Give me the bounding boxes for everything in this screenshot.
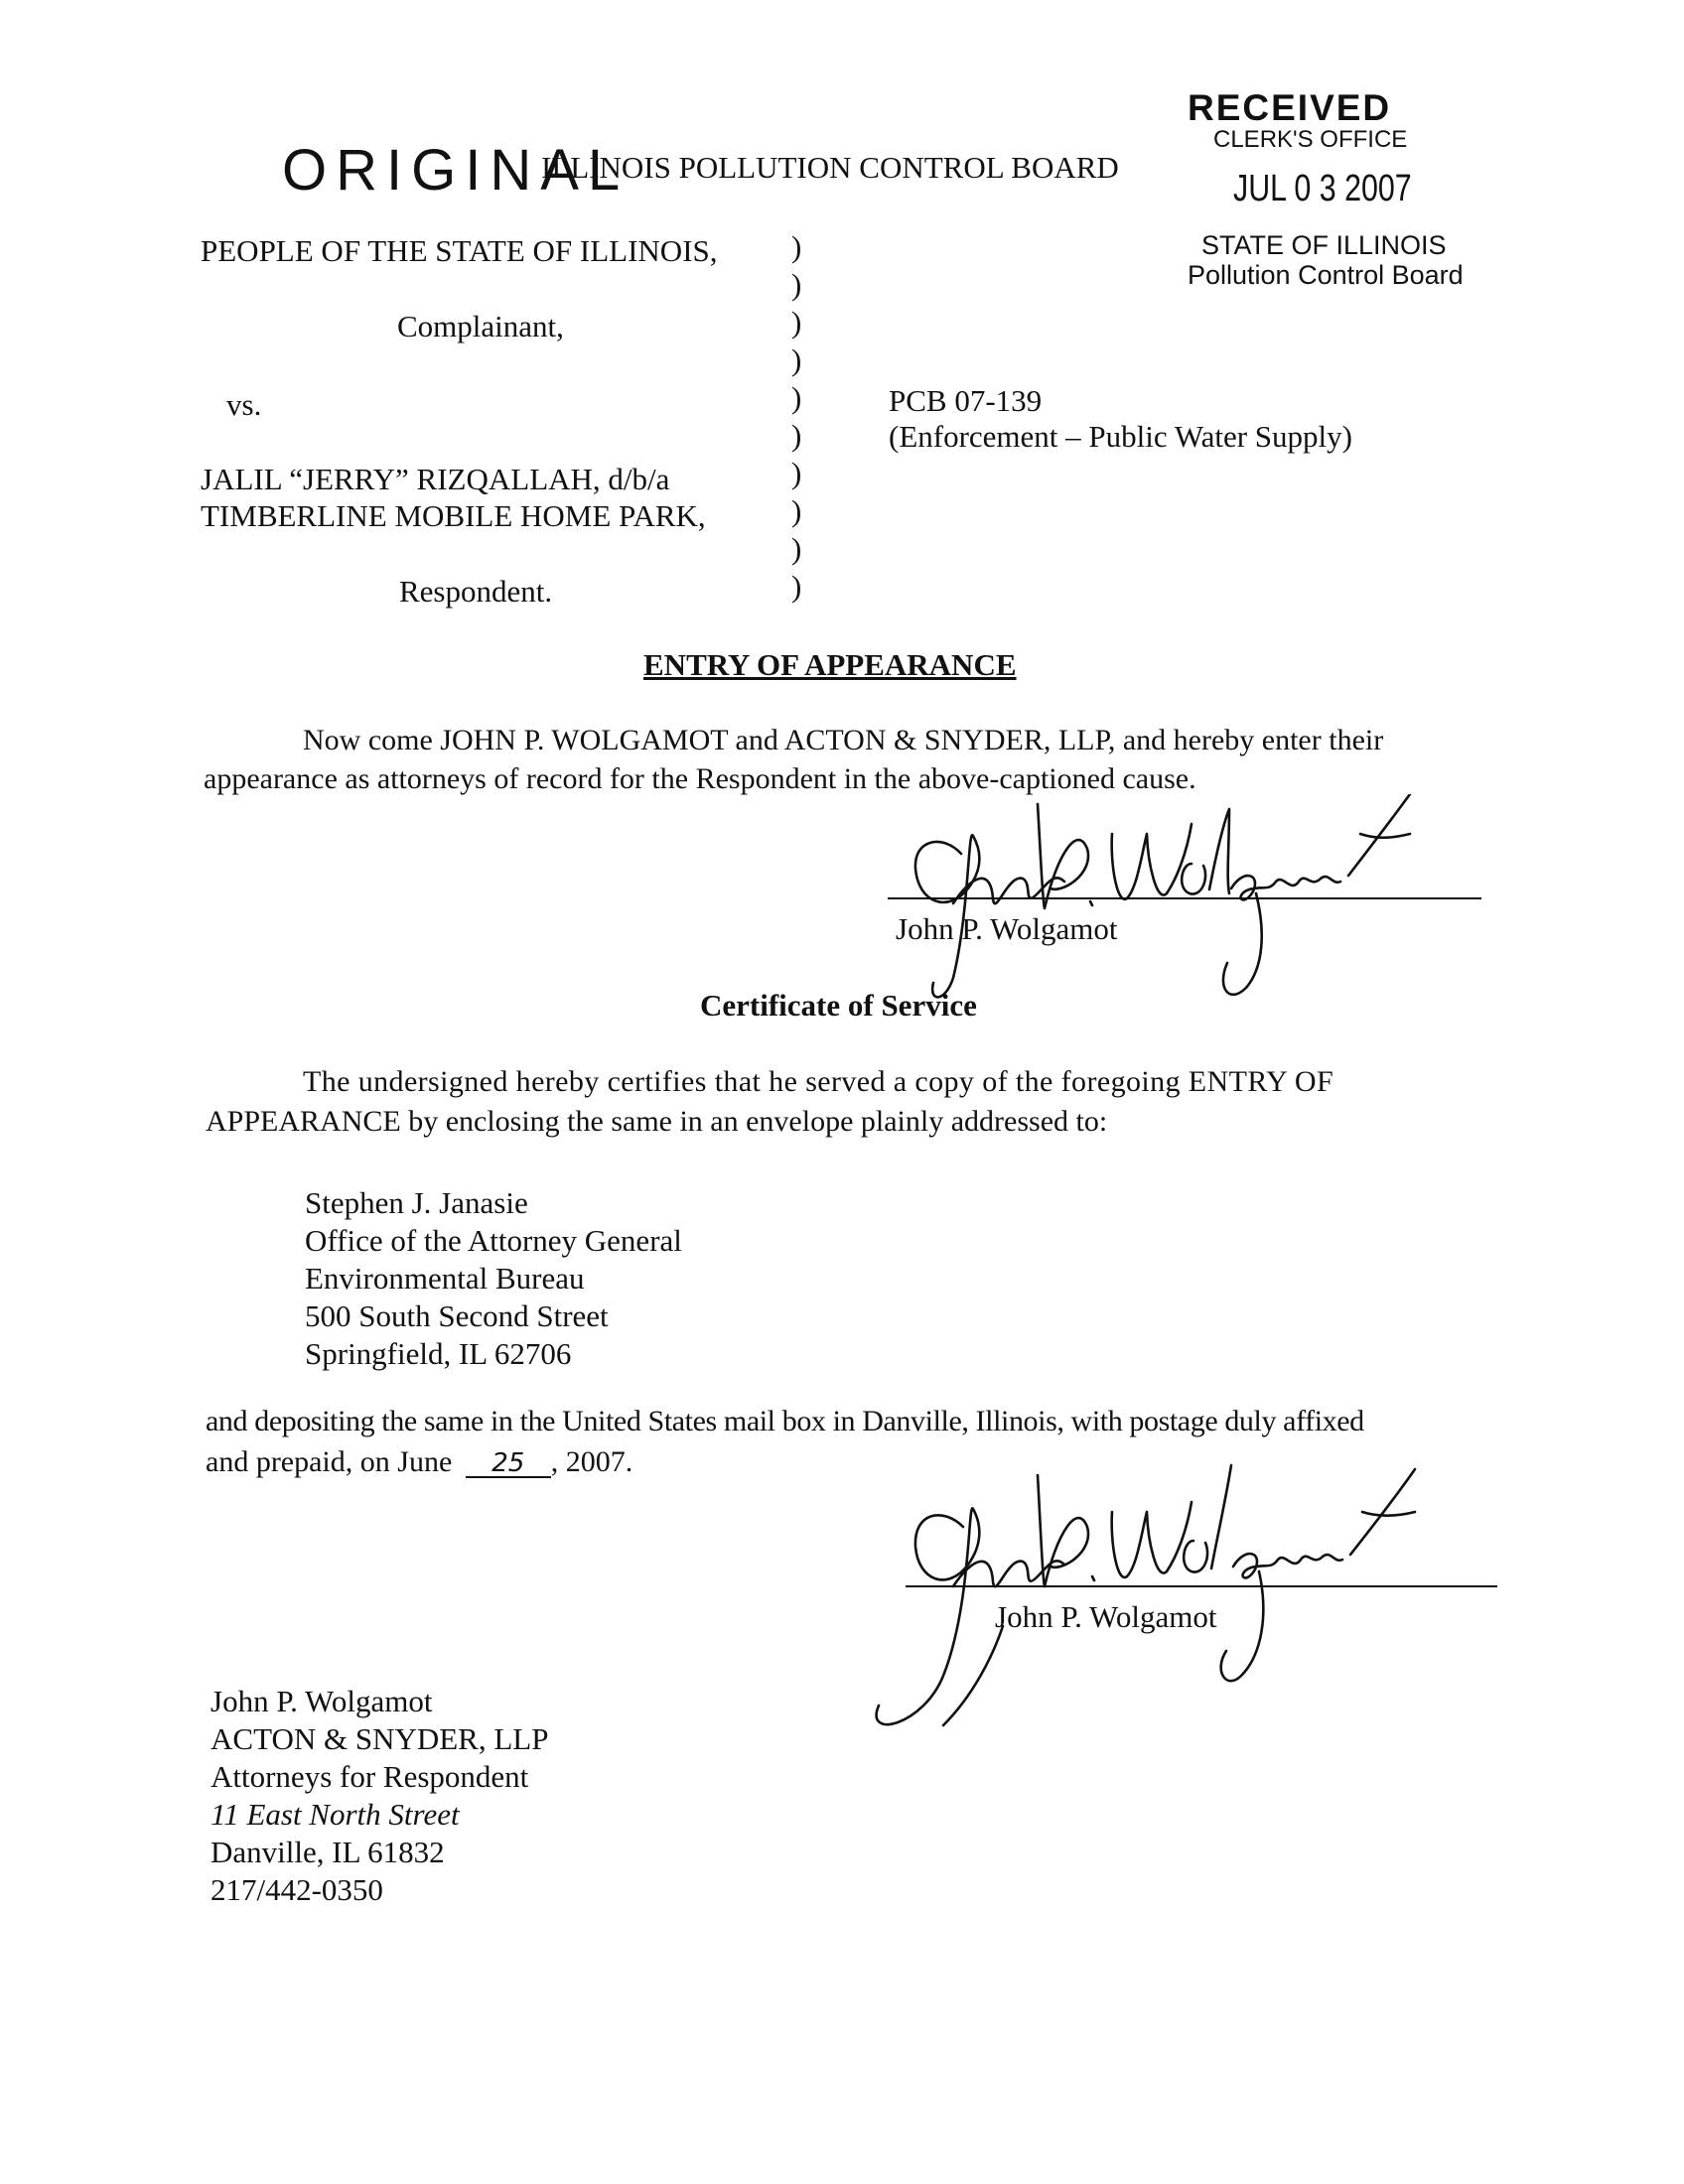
address-block <box>305 1184 682 1373</box>
attorney-phone: 217/442-0350 <box>210 1872 383 1907</box>
attorney-block <box>210 1683 548 1909</box>
deposit-date-suffix: , 2007. <box>550 1445 633 1478</box>
attorney-city: Danville, IL 61832 <box>210 1835 445 1869</box>
address-line: 500 South Second Street <box>305 1298 609 1333</box>
complainant-role: Complainant, <box>397 309 564 343</box>
received-stamp-title: RECEIVED <box>1188 87 1392 128</box>
entry-title: ENTRY OF APPEARANCE <box>643 647 1017 682</box>
address-line: Springfield, IL 62706 <box>305 1336 572 1371</box>
deposit-paragraph-line2 <box>206 1447 632 1478</box>
deposit-paragraph-line1: and depositing the same in the United States mail box in Danville, Illinois, with postage duly affixed <box>206 1405 1364 1437</box>
attorney-firm: ACTON & SNYDER, LLP <box>210 1721 549 1756</box>
original-stamp: ORIGINAL <box>282 138 630 203</box>
board-name: ILLINOIS POLLUTION CONTROL BOARD <box>541 150 1119 185</box>
certificate-title: Certificate of Service <box>700 988 977 1023</box>
deposit-day-handwritten: 25 <box>466 1450 551 1478</box>
respondent-name: JALIL “JERRY” RIZQALLAH, d/b/a <box>201 462 670 496</box>
versus-label: vs. <box>226 387 262 422</box>
respondent-role: Respondent. <box>399 574 553 609</box>
deposit-date-prefix: and prepaid, on June <box>206 1445 453 1478</box>
case-type: (Enforcement – Public Water Supply) <box>889 419 1352 454</box>
address-line: Environmental Bureau <box>305 1261 585 1296</box>
attorney-role: Attorneys for Respondent <box>210 1759 529 1794</box>
address-line: Office of the Attorney General <box>305 1223 682 1258</box>
attorney-street: 11 East North Street <box>210 1797 460 1832</box>
entry-paragraph-line2: appearance as attorneys of record for the Respondent in the above-captioned cause. <box>204 762 1196 795</box>
received-stamp-date: JUL 0 3 2007 <box>1233 168 1412 209</box>
received-stamp-state: STATE OF ILLINOIS <box>1201 230 1447 260</box>
caption-parentheses: ) ) ) ) ) ) ) ) ) ) <box>791 229 802 604</box>
received-stamp-office: CLERK'S OFFICE <box>1213 126 1408 153</box>
handwritten-signature-1 <box>874 794 1489 1013</box>
complainant-name: PEOPLE OF THE STATE OF ILLINOIS, <box>201 233 718 268</box>
received-stamp <box>1188 89 1475 290</box>
case-number: PCB 07-139 <box>889 383 1043 418</box>
certificate-paragraph-line2: APPEARANCE by enclosing the same in an envelope plainly addressed to: <box>206 1105 1108 1138</box>
entry-paragraph-line1: Now come JOHN P. WOLGAMOT and ACTON & SNYDER, LLP, and hereby enter their <box>303 724 1384 756</box>
respondent-business: TIMBERLINE MOBILE HOME PARK, <box>201 498 706 533</box>
received-stamp-board: Pollution Control Board <box>1188 260 1464 290</box>
signer-name-2: John P. Wolgamot <box>995 1599 1217 1634</box>
attorney-name: John P. Wolgamot <box>210 1684 433 1718</box>
certificate-paragraph-line1: The undersigned hereby certifies that he served a copy of the foregoing ENTRY OF <box>303 1065 1334 1098</box>
signer-name-1: John P. Wolgamot <box>896 911 1118 946</box>
address-line: Stephen J. Janasie <box>305 1185 528 1220</box>
